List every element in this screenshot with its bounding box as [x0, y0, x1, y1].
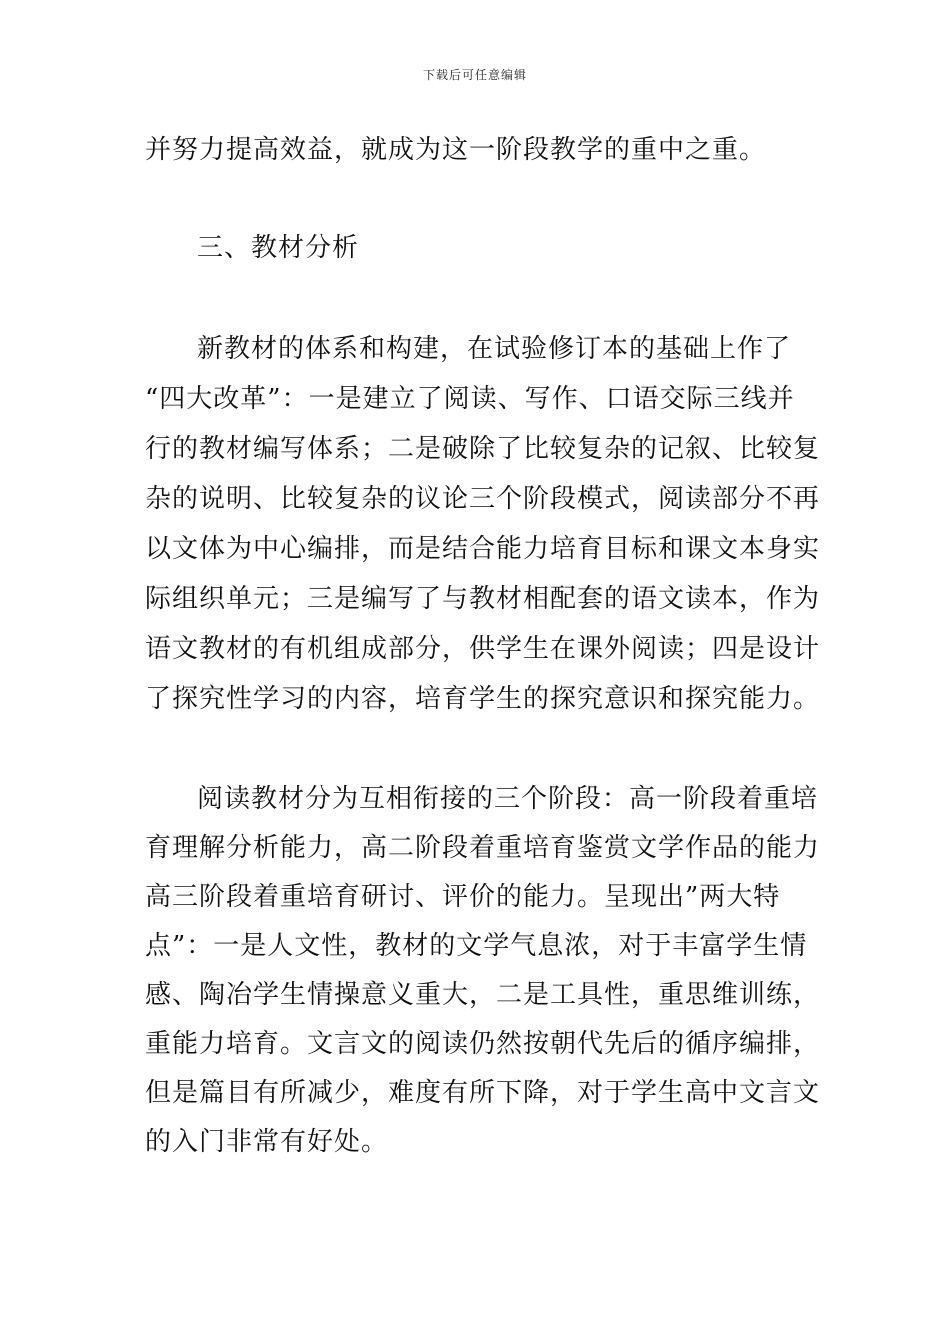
text-line: 重能力培育。文言文的阅读仍然按朝代先后的循序编排， [145, 1029, 821, 1059]
header-note: 下载后可任意编辑 [422, 68, 527, 82]
text-line: 的入门非常有好处。 [145, 1127, 389, 1157]
text-line: 育理解分析能力，高二阶段着重培育鉴赏文学作品的能力 [145, 833, 821, 863]
text-line: 阅读教材分为互相衔接的三个阶段：高一阶段着重培 [197, 784, 819, 814]
section-heading: 三、教材分析 [197, 233, 360, 263]
text-line: 点”：一是人文性，教材的文学气息浓，对于丰富学生情 [145, 931, 808, 961]
text-line: “四大改革”：一是建立了阅读、写作、口语交际三线并 [145, 384, 795, 414]
text-line: 但是篇目有所减少，难度有所下降，对于学生高中文言文 [145, 1078, 821, 1108]
text-line: 新教材的体系和构建，在试验修订本的基础上作了 [197, 334, 792, 364]
text-line: 行的教材编写体系；二是破除了比较复杂的记叙、比较复 [145, 434, 821, 464]
text-line: 语文教材的有机组成部分，供学生在课外阅读；四是设计 [145, 634, 821, 664]
text-line: 了探究性学习的内容，培育学生的探究意识和探究能力。 [145, 684, 821, 714]
text-line: 以文体为中心编排，而是结合能力培育目标和课文本身实 [145, 534, 821, 564]
text-line: 并努力提高效益，就成为这一阶段教学的重中之重。 [145, 135, 767, 165]
text-line: 杂的说明、比较复杂的议论三个阶段模式，阅读部分不再 [145, 484, 821, 514]
text-line: 际组织单元；三是编写了与教材相配套的语文读本，作为 [145, 584, 821, 614]
text-line: 感、陶冶学生情操意义重大，二是工具性，重思维训练， [145, 980, 821, 1010]
text-line: 高三阶段着重培育研讨、评价的能力。呈现出”两大特 [145, 882, 781, 912]
